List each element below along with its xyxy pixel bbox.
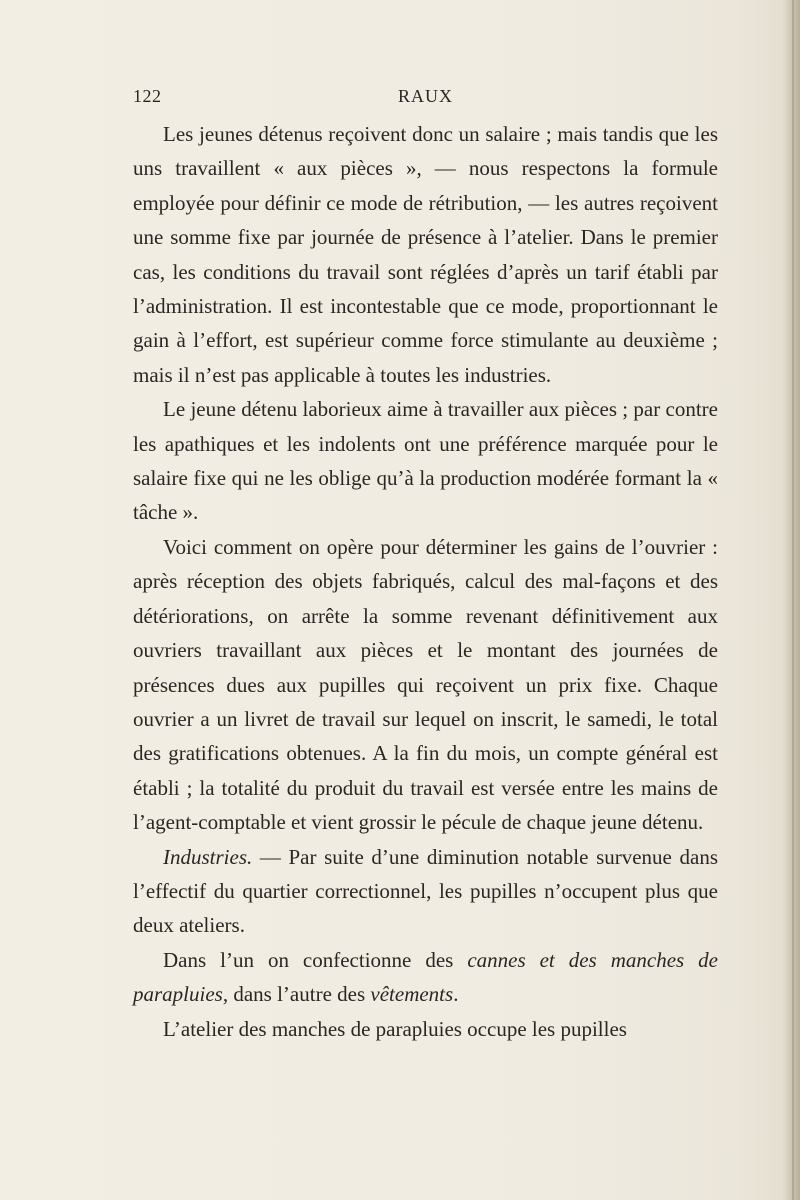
ateliers-italic-cannes: cannes et des manches de parapluies [133,947,718,1007]
industries-text: — Par suite d’une diminution notable survenue dans l’effectif du quartier correctionnel, les pupilles n’occupent plus que deux ateliers. [133,844,718,938]
page-header [133,86,718,110]
ateliers-text-before: Dans l’un on confectionne des [163,947,468,972]
page-binding-edge [782,0,800,1200]
page-binding-line [792,0,794,1200]
paragraph-detenu-laborieux: Le jeune détenu laborieux aime à travailler aux pièces ; par contre les apathiques et les indolents ont une préférence marquée pour le salaire fixe qui ne les oblige qu’à la production modérée formant la « tâche ». [133,397,718,525]
ateliers-italic-vetements: vêtements [370,982,454,1007]
ateliers-text-after: . [453,982,459,1007]
paragraph-salaire: Les jeunes détenus reçoivent donc un salaire ; mais tandis que les uns travaillent « aux pièces », — nous respectons la formule employée pour définir ce mode de rétribution, — les autres reçoivent une somme fixe par journée de présence à l’atelier. Dans le premier cas, les conditions du travail sont réglées d’après un tarif établi par l’administration. Il est incontestable que ce mode, proportionnant le gain à l’effort, est supérieur comme force stimulante au deuxième ; mais il n’est pas applicable à toutes les industries. [133,122,718,387]
paragraph-gains-ouvrier: Voici comment on opère pour déterminer les gains de l’ouvrier : après réception des objets fabriqués, calcul des mal-façons et des détériorations, on arrête la somme revenant définitivement aux ouvriers travaillant aux pièces et le montant des journées de présences dues aux pupilles qui reçoivent un prix fixe. Chaque ouvrier a un livret de travail sur lequel on inscrit, le samedi, le total des gratifications obtenues. A la fin du mois, un compte général est établi ; la totalité du produit du travail est versée entre les mains de l’agent-comptable et vient grossir le pécule de chaque jeune détenu. [133,534,718,835]
body-text [133,117,718,1046]
paragraph-ateliers [133,943,718,1012]
paragraph-industries [133,840,718,943]
page-number: 122 [133,86,162,106]
ateliers-text-middle: , dans l’autre des [222,982,371,1007]
running-head: RAUX [397,86,453,106]
industries-heading: Industries. [163,844,253,869]
paragraph-atelier-manches: L’atelier des manches de parapluies occupe les pupilles [163,1016,627,1041]
